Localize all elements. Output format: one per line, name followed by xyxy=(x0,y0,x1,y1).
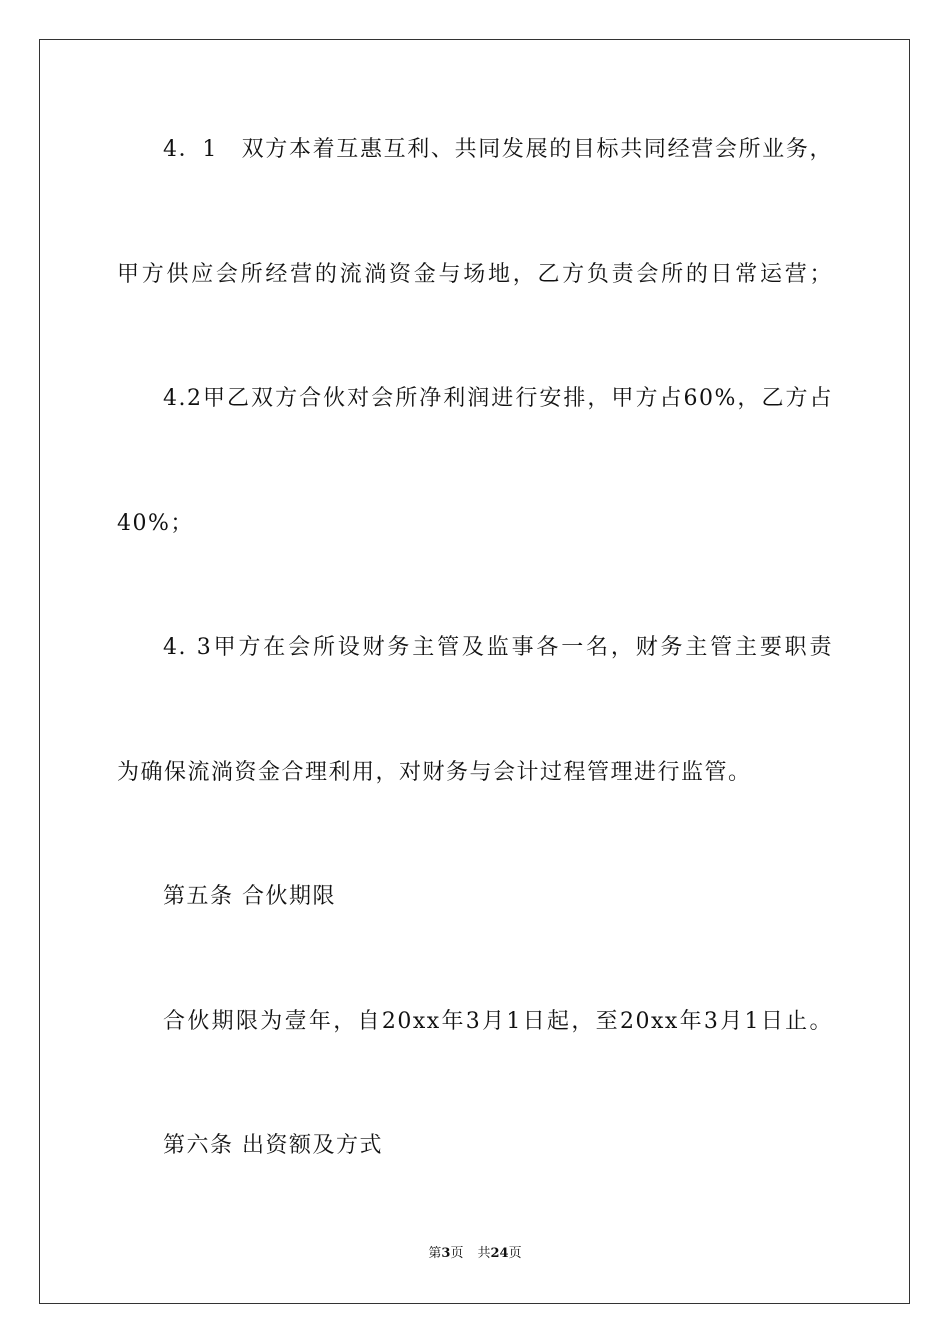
clause-4-3-line-2: 为确保流淌资金合理利用，对财务与会计过程管理进行监管。 xyxy=(117,760,752,785)
clause-4-1-line-2: 甲方供应会所经营的流淌资金与场地，乙方负责会所的日常运营； xyxy=(117,262,833,287)
page-footer xyxy=(0,1245,950,1263)
clause-4-2-line-2: 40%； xyxy=(117,511,194,536)
footer-total-prefix: 共 xyxy=(477,1246,491,1261)
footer-page-prefix: 第 xyxy=(428,1246,442,1261)
footer-page-current: 3 xyxy=(441,1246,451,1261)
clause-4-1-line-1: 4．1 双方本着互惠互利、共同发展的目标共同经营会所业务， xyxy=(163,137,833,162)
clause-4-2-line-1: 4.2甲乙双方合伙对会所净利润进行安排，甲方占60%，乙方占 xyxy=(163,386,833,411)
article-5-text: 合伙期限为壹年，自20xx年3月1日起，至20xx年3月1日止。 xyxy=(163,1009,833,1034)
page-border xyxy=(39,39,910,1304)
footer-page-total: 24 xyxy=(490,1246,509,1261)
footer-total-suffix: 页 xyxy=(508,1246,522,1261)
article-5-heading: 第五条 合伙期限 xyxy=(163,884,336,909)
footer-page-mid: 页 xyxy=(450,1246,464,1261)
article-6-heading: 第六条 出资额及方式 xyxy=(163,1133,383,1158)
clause-4-3-line-1: 4. 3甲方在会所设财务主管及监事各一名，财务主管主要职责 xyxy=(163,635,833,660)
